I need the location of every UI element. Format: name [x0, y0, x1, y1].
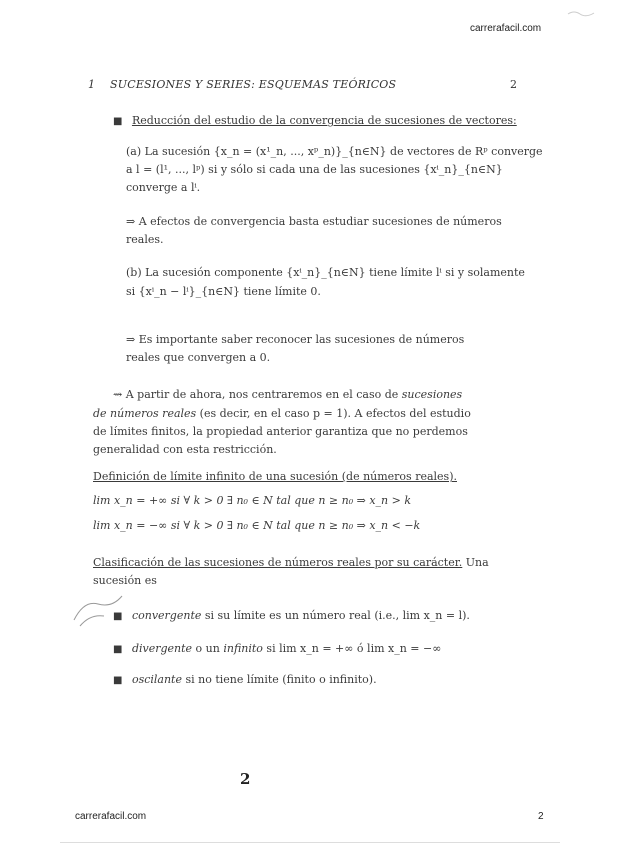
section-title: Reducción del estudio de la convergencia de sucesiones de vectores:	[131, 114, 517, 127]
class-item-3	[113, 671, 377, 690]
part-a-line2: a l = (l¹, ..., lᵖ) si y sólo si cada una de las sucesiones {xⁱ_n}_{n∈N}	[126, 163, 503, 176]
class-item-1	[113, 607, 470, 626]
paragraph-line2-emph: de números reales	[93, 407, 197, 420]
definition-line1: lim x_n = +∞ si ∀ k > 0 ∃ n₀ ∈ N tal que n ≥ n₀ ⇒ x_n > k	[93, 494, 412, 507]
handwritten-page-number: 2	[240, 770, 251, 788]
paragraph-line1-text: ⇝ A partir de ahora, nos centraremos en el caso de	[113, 388, 402, 401]
class-item-1-rest: si su límite es un número real (i.e., lim x_n = l).	[201, 609, 470, 622]
part-a-line1: (a) La sucesión {x_n = (x¹_n, ..., xᵖ_n)}_{n∈N} de vectores de Rᵖ converge	[126, 145, 543, 158]
chapter-page-number: 2	[510, 78, 517, 91]
class-item-2-rest: si lim x_n = +∞ ó lim x_n = −∞	[262, 642, 442, 655]
bullet-icon: ■	[113, 611, 123, 622]
class-item-3-term: oscilante	[131, 673, 182, 686]
note1-line2: reales.	[126, 233, 164, 246]
scan-mark-icon	[566, 8, 596, 20]
classification-title-line	[93, 554, 489, 572]
paragraph-line4: generalidad con esta restricción.	[93, 443, 277, 456]
paragraph-line1	[113, 386, 462, 404]
note2-line2: reales que convergen a 0.	[126, 351, 271, 364]
bullet-icon: ■	[113, 675, 123, 686]
footer-site: carrerafacil.com	[75, 811, 147, 822]
header-site: carrerafacil.com	[470, 23, 542, 34]
paragraph-line1-emph: sucesiones	[401, 388, 463, 401]
bullet-icon: ■	[113, 116, 123, 127]
chapter-number: 1	[88, 78, 96, 91]
definition-line2: lim x_n = −∞ si ∀ k > 0 ∃ n₀ ∈ N tal que n ≥ n₀ ⇒ x_n < −k	[93, 519, 421, 532]
paragraph-line2	[93, 405, 471, 423]
class-item-2-term: divergente	[131, 642, 193, 655]
section-bullet	[113, 112, 517, 131]
paragraph-line3: de límites finitos, la propiedad anterior garantiza que no perdemos	[93, 425, 468, 438]
part-a-line3: converge a lⁱ.	[126, 181, 201, 194]
paragraph-line2-text: (es decir, en el caso p = 1). A efectos del estudio	[196, 407, 471, 420]
classification-title: Clasificación de las sucesiones de números reales por su carácter.	[93, 556, 463, 569]
class-item-2	[113, 640, 441, 659]
footer-page-number: 2	[538, 811, 544, 822]
note1-line1: ⇒ A efectos de convergencia basta estudiar sucesiones de números	[126, 215, 502, 228]
note2-line1: ⇒ Es importante saber reconocer las sucesiones de números	[126, 333, 465, 346]
class-item-1-term: convergente	[131, 609, 202, 622]
class-item-2-term2: infinito	[223, 642, 263, 655]
class-item-3-rest: si no tiene límite (finito o infinito).	[182, 673, 377, 686]
classification-line2: sucesión es	[93, 574, 157, 587]
definition-title: Definición de límite infinito de una sucesión (de números reales).	[93, 470, 457, 483]
footer-divider	[60, 842, 560, 843]
part-b-line2: si {xⁱ_n − lⁱ}_{n∈N} tiene límite 0.	[126, 285, 321, 298]
classification-title-tail: Una	[462, 556, 489, 569]
bullet-icon: ■	[113, 644, 123, 655]
chapter-title: SUCESIONES Y SERIES: ESQUEMAS TEÓRICOS	[110, 78, 397, 91]
part-b-line1: (b) La sucesión componente {xⁱ_n}_{n∈N} tiene límite lⁱ si y solamente	[126, 266, 525, 279]
chapter-header	[88, 78, 396, 91]
class-item-2-mid: o un	[192, 642, 224, 655]
